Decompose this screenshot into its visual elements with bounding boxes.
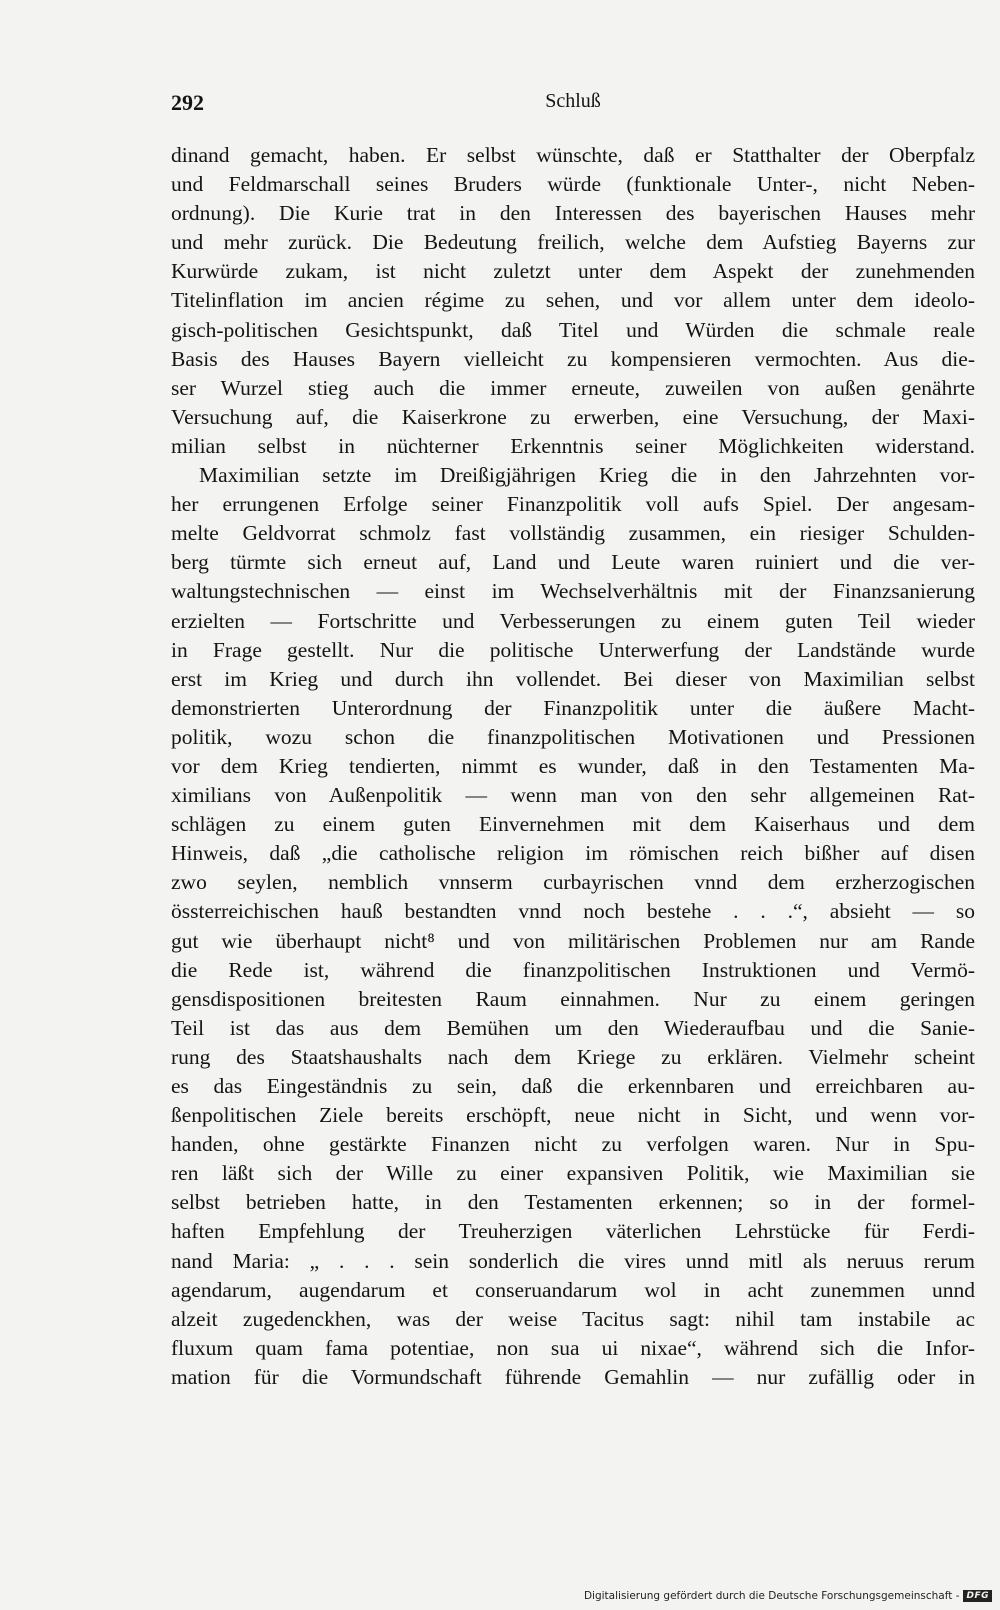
text-line: berg türmte sich erneut auf, Land und Leute waren ruiniert und die ver-: [171, 550, 975, 575]
text-line: her errungenen Erfolge seiner Finanzpolitik voll aufs Spiel. Der angesam-: [171, 492, 975, 517]
text-line: össterreichischen hauß bestandten vnnd noch bestehe . . .“, absieht — so: [171, 899, 975, 924]
text-line: Titelinflation im ancien régime zu sehen, und vor allem unter dem ideolo-: [171, 288, 975, 313]
text-line: selbst betrieben hatte, in den Testamenten erkennen; so in der formel-: [171, 1190, 975, 1215]
text-line: agendarum, augendarum et conseruandarum wol in acht zunemmen unnd: [171, 1277, 975, 1302]
text-line: Maximilian setzte im Dreißigjährigen Krieg die in den Jahrzehnten vor-: [199, 463, 975, 488]
text-line: milian selbst in nüchterner Erkenntnis seiner Möglichkeiten widerstand.: [171, 433, 975, 458]
text-line: und mehr zurück. Die Bedeutung freilich, welche dem Aufstieg Bayerns zur: [171, 230, 975, 255]
text-line: erst im Krieg und durch ihn vollendet. Bei dieser von Maximilian selbst: [171, 666, 975, 691]
text-line: erzielten — Fortschritte und Verbesserungen zu einem guten Teil wieder: [171, 608, 975, 633]
text-line: vor dem Krieg tendierten, nimmt es wunder, daß in den Testamenten Ma-: [171, 753, 975, 778]
text-line: dinand gemacht, haben. Er selbst wünschte, daß er Statthalter der Oberpfalz: [171, 143, 975, 167]
text-line: haften Empfehlung der Treuherzigen väterlichen Lehrstücke für Ferdi-: [171, 1219, 975, 1244]
text-line: schlägen zu einem guten Einvernehmen mit dem Kaiserhaus und dem: [171, 812, 975, 837]
text-line: Teil ist das aus dem Bemühen um den Wiederaufbau und die Sanie-: [171, 1015, 975, 1040]
text-line: es das Eingeständnis zu sein, daß die erkennbaren und erreichbaren au-: [171, 1074, 975, 1098]
text-line: waltungstechnischen — einst im Wechselverhältnis mit der Finanzsanierung: [171, 579, 975, 604]
text-line: handen, ohne gestärkte Finanzen nicht zu verfolgen waren. Nur in Spu-: [171, 1132, 975, 1157]
text-line: gut wie überhaupt nicht⁸ und von militärischen Problemen nur am Rande: [171, 928, 975, 953]
text-line: Basis des Hauses Bayern vielleicht zu kompensieren vermochten. Aus die-: [171, 346, 975, 371]
text-line: politik, wozu schon die finanzpolitischen Motivationen und Pressionen: [171, 724, 975, 749]
text-line: zwo seylen, nemblich vnnserm curbayrischen vnnd dem erzherzogischen: [171, 870, 975, 895]
body-text: [171, 141, 975, 1392]
page-number: 292: [171, 90, 204, 115]
text-line: fluxum quam fama potentiae, non sua ui nixae“, während sich die Infor-: [171, 1335, 975, 1360]
text-line: gisch-politischen Gesichtspunkt, daß Titel und Würden die schmale reale: [171, 317, 975, 342]
text-line: ren läßt sich der Wille zu einer expansiven Politik, wie Maximilian sie: [171, 1161, 975, 1186]
text-line: alzeit zugedenckhen, was der weise Tacitus sagt: nihil tam instabile ac: [171, 1306, 975, 1331]
running-head: Schluß: [545, 90, 601, 112]
text-line: ser Wurzel stieg auch die immer erneute, zuweilen von außen genährte: [171, 375, 975, 400]
text-line: und Feldmarschall seines Bruders würde (funktionale Unter-, nicht Neben-: [171, 172, 975, 197]
text-line: in Frage gestellt. Nur die politische Unterwerfung der Landstände wurde: [171, 637, 975, 662]
text-line: ßenpolitischen Ziele bereits erschöpft, neue nicht in Sicht, und wenn vor-: [171, 1103, 975, 1128]
dfg-logo: DFG: [963, 1590, 992, 1602]
text-line: die Rede ist, während die finanzpolitischen Instruktionen und Vermö-: [171, 957, 975, 982]
digitization-footer: [584, 1588, 992, 1604]
text-line: Versuchung auf, die Kaiserkrone zu erwerben, eine Versuchung, der Maxi-: [171, 404, 975, 429]
text-line: demonstrierten Unterordnung der Finanzpolitik unter die äußere Macht-: [171, 695, 975, 720]
text-line: Hinweis, daß „die catholische religion im römischen reich bißher auf disen: [171, 841, 975, 866]
text-line: melte Geldvorrat schmolz fast vollständig zusammen, ein riesiger Schulden-: [171, 521, 975, 546]
text-line: mation für die Vormundschaft führende Gemahlin — nur zufällig oder in: [171, 1364, 975, 1389]
text-line: nand Maria: „ . . . sein sonderlich die vires unnd mitl als neruus rerum: [171, 1248, 975, 1273]
text-line: ordnung). Die Kurie trat in den Interessen des bayerischen Hauses mehr: [171, 201, 975, 226]
footer-credit: Digitalisierung gefördert durch die Deutsche Forschungsgemeinschaft -: [583, 1590, 960, 1602]
text-line: Kurwürde zukam, ist nicht zuletzt unter dem Aspekt der zunehmenden: [171, 259, 975, 284]
page-header: [171, 90, 975, 122]
text-line: ximilians von Außenpolitik — wenn man von den sehr allgemeinen Rat-: [171, 783, 975, 808]
text-line: gensdispositionen breitesten Raum einnahmen. Nur zu einem geringen: [171, 986, 975, 1011]
text-line: rung des Staatshaushalts nach dem Kriege zu erklären. Vielmehr scheint: [171, 1044, 975, 1069]
